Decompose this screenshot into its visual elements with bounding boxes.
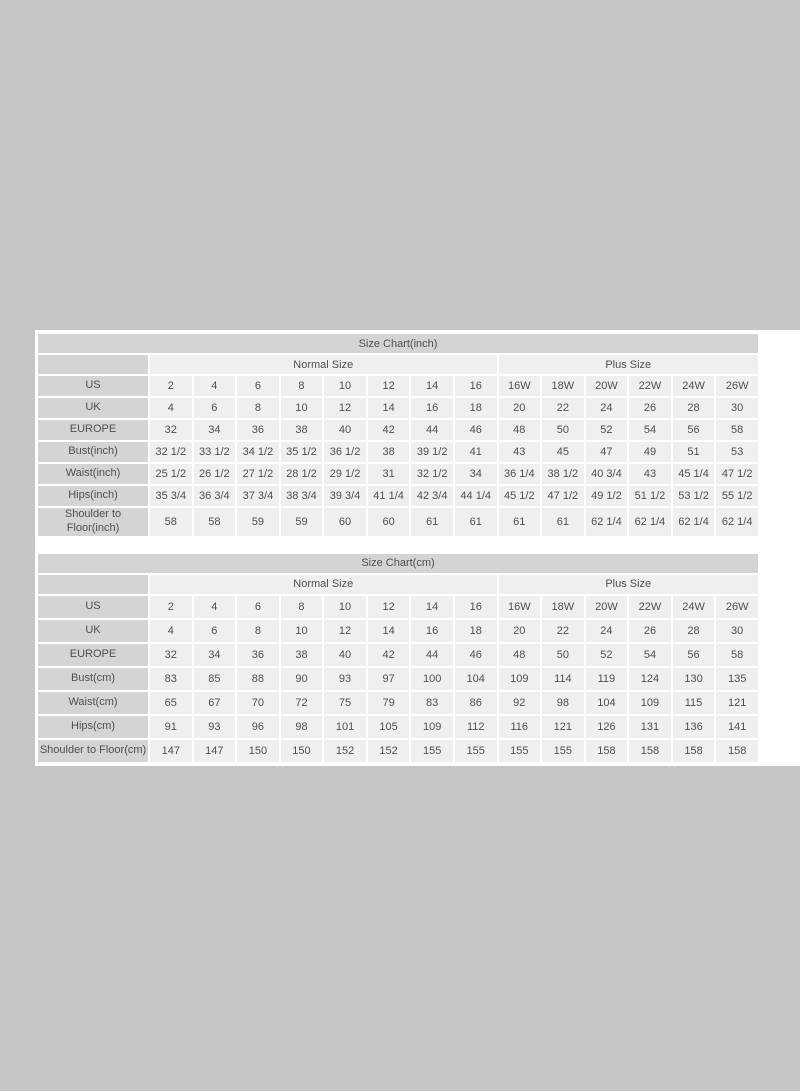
size-value-cell: 124: [629, 668, 671, 690]
size-value-cell: 25 1/2: [150, 464, 192, 484]
size-group-header: Plus Size: [499, 355, 759, 374]
size-row: [38, 442, 758, 462]
size-value-cell: 51 1/2: [629, 486, 671, 506]
size-value-cell: 34: [455, 464, 497, 484]
size-value-cell: 44: [411, 420, 453, 440]
size-value-cell: 10: [324, 376, 366, 396]
size-value-cell: 24: [586, 620, 628, 642]
size-value-cell: 16: [455, 376, 497, 396]
size-value-cell: 75: [324, 692, 366, 714]
size-value-cell: 8: [281, 596, 323, 618]
size-value-cell: 158: [629, 740, 671, 762]
size-value-cell: 20: [499, 620, 541, 642]
size-value-cell: 141: [716, 716, 758, 738]
size-group-header: Normal Size: [150, 355, 497, 374]
size-value-cell: 150: [237, 740, 279, 762]
size-value-cell: 18W: [542, 596, 584, 618]
size-row: [38, 486, 758, 506]
size-value-cell: 12: [324, 398, 366, 418]
size-value-cell: 105: [368, 716, 410, 738]
size-value-cell: 44 1/4: [455, 486, 497, 506]
size-value-cell: 20W: [586, 596, 628, 618]
size-value-cell: 38: [281, 420, 323, 440]
size-value-cell: 14: [368, 620, 410, 642]
size-value-cell: 152: [324, 740, 366, 762]
size-value-cell: 14: [411, 376, 453, 396]
size-value-cell: 61: [455, 508, 497, 536]
size-value-cell: 36 1/4: [499, 464, 541, 484]
size-value-cell: 86: [455, 692, 497, 714]
size-value-cell: 16: [411, 620, 453, 642]
size-row: [38, 692, 758, 714]
size-value-cell: 24W: [673, 596, 715, 618]
size-row: [38, 420, 758, 440]
size-value-cell: 26: [629, 620, 671, 642]
size-value-cell: 28: [673, 398, 715, 418]
group-row-blank-cell: [38, 575, 148, 594]
size-value-cell: 131: [629, 716, 671, 738]
size-value-cell: 48: [499, 420, 541, 440]
size-value-cell: 158: [716, 740, 758, 762]
size-group-header: Plus Size: [499, 575, 759, 594]
size-value-cell: 32: [150, 420, 192, 440]
size-value-cell: 147: [150, 740, 192, 762]
title-row: [38, 554, 758, 573]
size-value-cell: 26: [629, 398, 671, 418]
size-value-cell: 16: [411, 398, 453, 418]
size-value-cell: 60: [324, 508, 366, 536]
size-value-cell: 97: [368, 668, 410, 690]
size-value-cell: 16W: [499, 376, 541, 396]
row-label: Hips(inch): [38, 486, 148, 506]
size-value-cell: 65: [150, 692, 192, 714]
size-row: [38, 398, 758, 418]
size-charts-container: [35, 330, 800, 764]
size-value-cell: 115: [673, 692, 715, 714]
size-value-cell: 60: [368, 508, 410, 536]
size-value-cell: 37 3/4: [237, 486, 279, 506]
size-value-cell: 20: [499, 398, 541, 418]
size-value-cell: 112: [455, 716, 497, 738]
size-value-cell: 4: [150, 620, 192, 642]
size-value-cell: 152: [368, 740, 410, 762]
size-value-cell: 30: [716, 620, 758, 642]
size-value-cell: 126: [586, 716, 628, 738]
size-value-cell: 18W: [542, 376, 584, 396]
size-value-cell: 91: [150, 716, 192, 738]
size-value-cell: 61: [411, 508, 453, 536]
row-label: UK: [38, 620, 148, 642]
size-value-cell: 12: [324, 620, 366, 642]
size-value-cell: 61: [499, 508, 541, 536]
size-value-cell: 51: [673, 442, 715, 462]
size-value-cell: 114: [542, 668, 584, 690]
size-chart-title: Size Chart(cm): [38, 554, 758, 573]
size-value-cell: 93: [194, 716, 236, 738]
size-value-cell: 36: [237, 644, 279, 666]
size-value-cell: 52: [586, 644, 628, 666]
size-value-cell: 56: [673, 420, 715, 440]
size-row: [38, 716, 758, 738]
size-value-cell: 32 1/2: [411, 464, 453, 484]
content-panel: [35, 330, 800, 766]
size-value-cell: 155: [455, 740, 497, 762]
size-value-cell: 39 1/2: [411, 442, 453, 462]
size-row: [38, 740, 758, 762]
size-value-cell: 10: [324, 596, 366, 618]
size-value-cell: 38: [281, 644, 323, 666]
size-value-cell: 22W: [629, 376, 671, 396]
group-header-row: [38, 355, 758, 374]
size-value-cell: 41: [455, 442, 497, 462]
size-value-cell: 70: [237, 692, 279, 714]
size-value-cell: 40 3/4: [586, 464, 628, 484]
size-row: [38, 644, 758, 666]
size-value-cell: 39 3/4: [324, 486, 366, 506]
size-value-cell: 12: [368, 596, 410, 618]
size-value-cell: 121: [542, 716, 584, 738]
size-value-cell: 32: [150, 644, 192, 666]
size-value-cell: 92: [499, 692, 541, 714]
size-value-cell: 45 1/2: [499, 486, 541, 506]
size-value-cell: 31: [368, 464, 410, 484]
size-value-cell: 6: [194, 620, 236, 642]
size-value-cell: 79: [368, 692, 410, 714]
size-value-cell: 27 1/2: [237, 464, 279, 484]
size-value-cell: 46: [455, 420, 497, 440]
size-value-cell: 2: [150, 596, 192, 618]
row-label: EUROPE: [38, 420, 148, 440]
row-label: EUROPE: [38, 644, 148, 666]
size-value-cell: 54: [629, 420, 671, 440]
size-value-cell: 83: [411, 692, 453, 714]
size-value-cell: 47: [586, 442, 628, 462]
row-label: Bust(inch): [38, 442, 148, 462]
size-value-cell: 58: [150, 508, 192, 536]
size-value-cell: 35 1/2: [281, 442, 323, 462]
size-value-cell: 62 1/4: [673, 508, 715, 536]
row-label: UK: [38, 398, 148, 418]
title-row: [38, 334, 758, 353]
size-value-cell: 34 1/2: [237, 442, 279, 462]
row-label: Waist(cm): [38, 692, 148, 714]
size-row: [38, 508, 758, 536]
size-value-cell: 41 1/4: [368, 486, 410, 506]
size-value-cell: 55 1/2: [716, 486, 758, 506]
size-chart-title: Size Chart(inch): [38, 334, 758, 353]
size-value-cell: 16W: [499, 596, 541, 618]
size-value-cell: 158: [586, 740, 628, 762]
size-value-cell: 53 1/2: [673, 486, 715, 506]
size-value-cell: 121: [716, 692, 758, 714]
size-value-cell: 61: [542, 508, 584, 536]
size-value-cell: 4: [150, 398, 192, 418]
size-value-cell: 58: [194, 508, 236, 536]
size-value-cell: 36 3/4: [194, 486, 236, 506]
size-value-cell: 158: [673, 740, 715, 762]
size-value-cell: 40: [324, 644, 366, 666]
size-value-cell: 104: [455, 668, 497, 690]
size-value-cell: 58: [716, 644, 758, 666]
size-row: [38, 668, 758, 690]
row-label: Waist(inch): [38, 464, 148, 484]
size-value-cell: 34: [194, 420, 236, 440]
size-value-cell: 90: [281, 668, 323, 690]
size-value-cell: 44: [411, 644, 453, 666]
size-value-cell: 8: [237, 398, 279, 418]
size-chart-table-cm: [36, 552, 760, 764]
size-value-cell: 47 1/2: [542, 486, 584, 506]
size-value-cell: 85: [194, 668, 236, 690]
size-value-cell: 28: [673, 620, 715, 642]
size-value-cell: 22: [542, 620, 584, 642]
size-value-cell: 104: [586, 692, 628, 714]
size-value-cell: 101: [324, 716, 366, 738]
size-value-cell: 53: [716, 442, 758, 462]
size-value-cell: 93: [324, 668, 366, 690]
size-group-header: Normal Size: [150, 575, 497, 594]
size-value-cell: 30: [716, 398, 758, 418]
size-value-cell: 96: [237, 716, 279, 738]
group-header-row: [38, 575, 758, 594]
size-value-cell: 10: [281, 398, 323, 418]
size-value-cell: 8: [281, 376, 323, 396]
size-value-cell: 36: [237, 420, 279, 440]
size-value-cell: 109: [499, 668, 541, 690]
size-value-cell: 59: [237, 508, 279, 536]
size-value-cell: 62 1/4: [629, 508, 671, 536]
row-label: Shoulder to Floor(inch): [38, 508, 148, 536]
size-value-cell: 88: [237, 668, 279, 690]
size-value-cell: 46: [455, 644, 497, 666]
size-value-cell: 26 1/2: [194, 464, 236, 484]
size-value-cell: 59: [281, 508, 323, 536]
size-row: [38, 464, 758, 484]
size-value-cell: 49 1/2: [586, 486, 628, 506]
size-value-cell: 24W: [673, 376, 715, 396]
size-value-cell: 6: [194, 398, 236, 418]
size-value-cell: 40: [324, 420, 366, 440]
size-value-cell: 67: [194, 692, 236, 714]
size-chart-table-inch: [36, 332, 760, 538]
size-value-cell: 38 1/2: [542, 464, 584, 484]
row-label: US: [38, 596, 148, 618]
size-value-cell: 24: [586, 398, 628, 418]
size-value-cell: 8: [237, 620, 279, 642]
size-row: [38, 376, 758, 396]
size-value-cell: 43: [629, 464, 671, 484]
size-value-cell: 147: [194, 740, 236, 762]
size-value-cell: 155: [499, 740, 541, 762]
size-value-cell: 47 1/2: [716, 464, 758, 484]
row-label: Hips(cm): [38, 716, 148, 738]
size-value-cell: 32 1/2: [150, 442, 192, 462]
size-value-cell: 20W: [586, 376, 628, 396]
size-value-cell: 83: [150, 668, 192, 690]
size-value-cell: 136: [673, 716, 715, 738]
size-value-cell: 22: [542, 398, 584, 418]
size-value-cell: 109: [629, 692, 671, 714]
size-value-cell: 119: [586, 668, 628, 690]
size-value-cell: 18: [455, 398, 497, 418]
size-value-cell: 130: [673, 668, 715, 690]
size-value-cell: 2: [150, 376, 192, 396]
size-value-cell: 49: [629, 442, 671, 462]
size-value-cell: 50: [542, 644, 584, 666]
size-value-cell: 100: [411, 668, 453, 690]
size-value-cell: 16: [455, 596, 497, 618]
group-row-blank-cell: [38, 355, 148, 374]
row-label: Bust(cm): [38, 668, 148, 690]
size-value-cell: 33 1/2: [194, 442, 236, 462]
size-value-cell: 12: [368, 376, 410, 396]
size-value-cell: 98: [542, 692, 584, 714]
size-value-cell: 18: [455, 620, 497, 642]
size-value-cell: 52: [586, 420, 628, 440]
size-value-cell: 155: [411, 740, 453, 762]
size-value-cell: 150: [281, 740, 323, 762]
size-value-cell: 14: [368, 398, 410, 418]
size-value-cell: 116: [499, 716, 541, 738]
size-value-cell: 54: [629, 644, 671, 666]
size-value-cell: 35 3/4: [150, 486, 192, 506]
size-value-cell: 42: [368, 644, 410, 666]
size-value-cell: 72: [281, 692, 323, 714]
size-value-cell: 135: [716, 668, 758, 690]
row-label: US: [38, 376, 148, 396]
size-value-cell: 42: [368, 420, 410, 440]
size-value-cell: 6: [237, 596, 279, 618]
size-value-cell: 4: [194, 376, 236, 396]
size-value-cell: 58: [716, 420, 758, 440]
size-value-cell: 38 3/4: [281, 486, 323, 506]
size-value-cell: 109: [411, 716, 453, 738]
size-value-cell: 62 1/4: [716, 508, 758, 536]
size-value-cell: 155: [542, 740, 584, 762]
size-row: [38, 596, 758, 618]
size-value-cell: 45 1/4: [673, 464, 715, 484]
size-value-cell: 34: [194, 644, 236, 666]
size-value-cell: 4: [194, 596, 236, 618]
size-value-cell: 43: [499, 442, 541, 462]
size-value-cell: 29 1/2: [324, 464, 366, 484]
size-value-cell: 10: [281, 620, 323, 642]
size-value-cell: 14: [411, 596, 453, 618]
size-value-cell: 36 1/2: [324, 442, 366, 462]
size-value-cell: 38: [368, 442, 410, 462]
size-value-cell: 22W: [629, 596, 671, 618]
size-value-cell: 50: [542, 420, 584, 440]
size-value-cell: 48: [499, 644, 541, 666]
row-label: Shoulder to Floor(cm): [38, 740, 148, 762]
size-row: [38, 620, 758, 642]
size-value-cell: 62 1/4: [586, 508, 628, 536]
size-value-cell: 28 1/2: [281, 464, 323, 484]
size-value-cell: 26W: [716, 596, 758, 618]
size-value-cell: 98: [281, 716, 323, 738]
size-value-cell: 26W: [716, 376, 758, 396]
size-value-cell: 42 3/4: [411, 486, 453, 506]
size-value-cell: 56: [673, 644, 715, 666]
size-value-cell: 45: [542, 442, 584, 462]
size-value-cell: 6: [237, 376, 279, 396]
